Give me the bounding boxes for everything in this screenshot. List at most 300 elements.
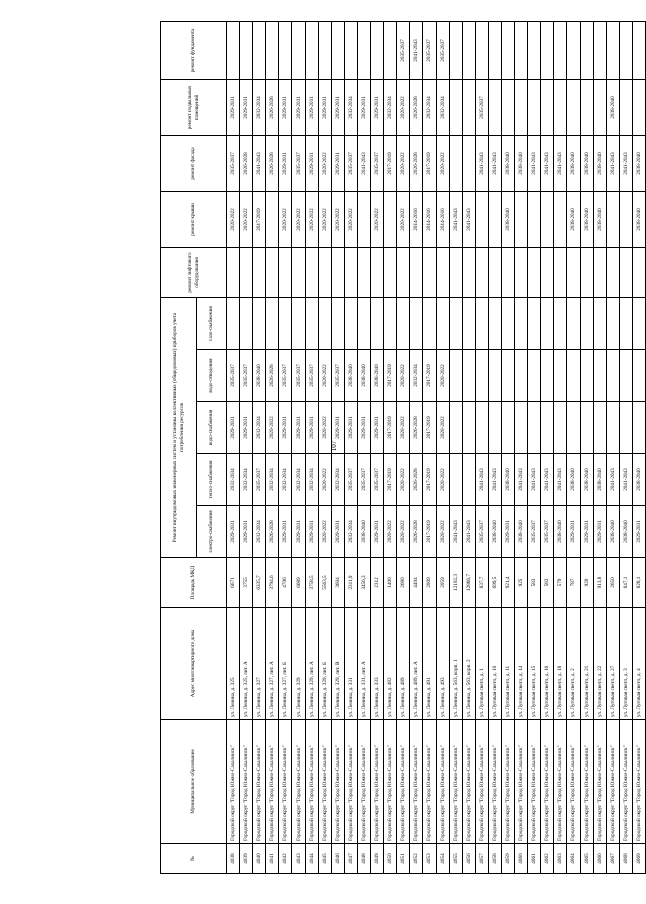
cell-lift	[423, 247, 436, 297]
cell-heat	[449, 454, 462, 506]
cell-drain: 2032-2034	[410, 350, 423, 402]
cell-num: 4059	[501, 844, 514, 874]
cell-water: 2020-2022	[266, 402, 279, 454]
cell-roof: 2017-2019	[253, 191, 266, 247]
cell-area: 6671	[227, 558, 240, 608]
cell-water	[515, 402, 528, 454]
cell-address: ул. Луговая светл, д. 14	[515, 608, 528, 720]
table-row	[449, 21, 462, 873]
cell-municipality: Городской округ "Город Южно-Сахалинск"	[501, 720, 514, 844]
cell-lift	[619, 247, 632, 297]
cell-basement	[567, 79, 580, 135]
cell-heat: 2017-2019	[384, 454, 397, 506]
cell-water	[541, 402, 554, 454]
header-roof: ремонт крыши	[161, 191, 227, 247]
cell-water: 2029-2031	[279, 402, 292, 454]
cell-facade: 2026-2028	[266, 135, 279, 191]
cell-gas	[371, 297, 384, 349]
cell-num: 4044	[305, 844, 318, 874]
cell-num: 4067	[606, 844, 619, 874]
table-row	[554, 21, 567, 873]
cell-water	[632, 402, 645, 454]
cell-address: ул. Ленина, д. 327, лит. Б	[279, 608, 292, 720]
cell-address: ул. Луговая светл, д. 18	[554, 608, 567, 720]
cell-heat: 2041-2043	[515, 454, 528, 506]
cell-foundation	[606, 21, 619, 79]
header-drain: водо-отведения	[197, 350, 227, 402]
cell-gas	[344, 297, 357, 349]
cell-electro: 2029-2031	[331, 506, 344, 558]
cell-lift	[593, 247, 606, 297]
cell-address: ул. Ленина, д. 327	[253, 608, 266, 720]
cell-facade: 2029-2031	[279, 135, 292, 191]
cell-roof: 2020-2022	[397, 191, 410, 247]
cell-heat: 2032-2034	[305, 454, 318, 506]
cell-electro: 2029-2031	[227, 506, 240, 558]
cell-heat: 2035-2037	[344, 454, 357, 506]
table-row	[227, 21, 240, 873]
table-row	[371, 21, 384, 873]
cell-foundation: 2035-2037	[397, 21, 410, 79]
cell-area: 6335,7	[253, 558, 266, 608]
cell-area: 828,1	[632, 558, 645, 608]
cell-basement: 2029-2031	[371, 79, 384, 135]
cell-basement: 2020-2022	[397, 79, 410, 135]
cell-foundation	[567, 21, 580, 79]
cell-municipality: Городской округ "Город Южно-Сахалинск"	[344, 720, 357, 844]
cell-heat: 2032-2034	[240, 454, 253, 506]
cell-electro: 2020-2022	[318, 506, 331, 558]
cell-gas	[593, 297, 606, 349]
cell-electro: 2020-2022	[436, 506, 449, 558]
cell-num: 4045	[318, 844, 331, 874]
cell-heat: 2038-2040	[580, 454, 593, 506]
cell-num: 4061	[528, 844, 541, 874]
cell-area: 12102,3	[449, 558, 462, 608]
cell-electro: 2029-2031	[305, 506, 318, 558]
cell-roof: 2041-2043	[462, 191, 475, 247]
table-header	[161, 21, 227, 873]
cell-area: 3755	[240, 558, 253, 608]
table-row	[436, 21, 449, 873]
cell-facade: 2035-2037	[227, 135, 240, 191]
cell-facade: 2041-2043	[554, 135, 567, 191]
table-row	[397, 21, 410, 873]
cell-address: ул. Луговая светл, д. 27	[606, 608, 619, 720]
cell-foundation	[449, 21, 462, 79]
cell-basement	[580, 79, 593, 135]
cell-facade: 2038-2040	[580, 135, 593, 191]
cell-basement: 2032-2034	[423, 79, 436, 135]
cell-gas	[397, 297, 410, 349]
cell-heat: 2026-2028	[410, 454, 423, 506]
cell-gas	[501, 297, 514, 349]
cell-water: 2029-2031	[331, 402, 344, 454]
cell-area: 3604	[331, 558, 344, 608]
cell-drain	[541, 350, 554, 402]
cell-foundation	[240, 21, 253, 79]
cell-water	[528, 402, 541, 454]
cell-heat: 2035-2037	[357, 454, 370, 506]
cell-basement	[488, 79, 501, 135]
cell-gas	[318, 297, 331, 349]
cell-facade: 2038-2040	[515, 135, 528, 191]
table-row	[606, 21, 619, 873]
cell-heat: 2032-2034	[279, 454, 292, 506]
cell-gas	[528, 297, 541, 349]
cell-water: 2020-2022	[436, 402, 449, 454]
cell-foundation	[331, 21, 344, 79]
cell-num: 4056	[462, 844, 475, 874]
cell-basement: 2026-2028	[266, 79, 279, 135]
cell-facade	[462, 135, 475, 191]
cell-electro: 2038-2040	[515, 506, 528, 558]
cell-municipality: Городской округ "Город Южно-Сахалинск"	[331, 720, 344, 844]
cell-roof	[475, 191, 488, 247]
cell-foundation	[384, 21, 397, 79]
cell-address: ул. Луговая светл, д. 3	[619, 608, 632, 720]
cell-gas	[384, 297, 397, 349]
table-row	[266, 21, 279, 873]
cell-foundation	[488, 21, 501, 79]
cell-gas	[436, 297, 449, 349]
cell-municipality: Городской округ "Город Южно-Сахалинск"	[515, 720, 528, 844]
cell-lift	[305, 247, 318, 297]
cell-gas	[410, 297, 423, 349]
cell-address: ул. Ленина, д. 329, лит. В	[331, 608, 344, 720]
cell-address: ул. Ленина, д. 327, лит. А	[266, 608, 279, 720]
cell-foundation	[266, 21, 279, 79]
cell-drain: 2026-2028	[266, 350, 279, 402]
cell-electro: 2029-2031	[580, 506, 593, 558]
cell-drain: 2038-2040	[357, 350, 370, 402]
cell-heat: 2020-2022	[397, 454, 410, 506]
cell-gas	[554, 297, 567, 349]
cell-municipality: Городской округ "Город Южно-Сахалинск"	[593, 720, 606, 844]
cell-lift	[488, 247, 501, 297]
cell-municipality: Городской округ "Город Южно-Сахалинск"	[528, 720, 541, 844]
cell-address: ул. Ленина, д. 325	[227, 608, 240, 720]
cell-municipality: Городской округ "Город Южно-Сахалинск"	[423, 720, 436, 844]
cell-gas	[449, 297, 462, 349]
cell-foundation	[305, 21, 318, 79]
cell-foundation: 2035-2037	[423, 21, 436, 79]
cell-basement	[632, 79, 645, 135]
cell-municipality: Городской округ "Город Южно-Сахалинск"	[475, 720, 488, 844]
cell-foundation	[501, 21, 514, 79]
cell-facade: 2026-2028	[410, 135, 423, 191]
cell-water: 2029-2031	[227, 402, 240, 454]
cell-lift	[279, 247, 292, 297]
cell-foundation	[253, 21, 266, 79]
cell-lift	[331, 247, 344, 297]
cell-basement	[593, 79, 606, 135]
cell-roof: 2020-2022	[331, 191, 344, 247]
cell-area: 583	[528, 558, 541, 608]
header-area: Площадь МКД	[161, 558, 227, 608]
cell-water: 2029-2031	[292, 402, 305, 454]
cell-drain: 2035-2037	[292, 350, 305, 402]
cell-lift	[541, 247, 554, 297]
cell-municipality: Городской округ "Город Южно-Сахалинск"	[384, 720, 397, 844]
cell-electro: 2029-2031	[240, 506, 253, 558]
cell-roof: 2038-2040	[567, 191, 580, 247]
cell-municipality: Городской округ "Город Южно-Сахалинск"	[619, 720, 632, 844]
cell-electro: 2038-2040	[619, 506, 632, 558]
cell-municipality: Городской округ "Город Южно-Сахалинск"	[318, 720, 331, 844]
cell-facade: 2041-2043	[606, 135, 619, 191]
cell-electro: 2029-2031	[279, 506, 292, 558]
cell-roof	[266, 191, 279, 247]
cell-foundation	[528, 21, 541, 79]
cell-gas	[462, 297, 475, 349]
cell-gas	[423, 297, 436, 349]
cell-facade: 2020-2022	[397, 135, 410, 191]
cell-gas	[541, 297, 554, 349]
cell-num: 4065	[580, 844, 593, 874]
cell-basement: 2032-2034	[384, 79, 397, 135]
cell-basement: 2029-2031	[227, 79, 240, 135]
table-row	[423, 21, 436, 873]
cell-water: 2029-2031	[357, 402, 370, 454]
cell-area: 4706	[279, 558, 292, 608]
cell-address: ул. Ленина, д. 329, лит. А	[305, 608, 318, 720]
cell-foundation	[318, 21, 331, 79]
cell-lift	[371, 247, 384, 297]
cell-lift	[567, 247, 580, 297]
cell-heat	[462, 454, 475, 506]
cell-num: 4052	[410, 844, 423, 874]
cell-basement	[515, 79, 528, 135]
cell-heat: 2041-2043	[606, 454, 619, 506]
cell-address: ул. Ленина, д. 489, лит. А	[410, 608, 423, 720]
cell-facade: 2035-2037	[292, 135, 305, 191]
cell-area: 837,7	[475, 558, 488, 608]
cell-facade: 2017-2019	[384, 135, 397, 191]
cell-lift	[357, 247, 370, 297]
cell-drain	[619, 350, 632, 402]
table-row	[567, 21, 580, 873]
cell-num: 4041	[266, 844, 279, 874]
cell-gas	[488, 297, 501, 349]
cell-municipality: Городской округ "Город Южно-Сахалинск"	[371, 720, 384, 844]
cell-num: 4050	[384, 844, 397, 874]
cell-facade: 2041-2043	[541, 135, 554, 191]
cell-heat: 2038-2040	[501, 454, 514, 506]
cell-lift	[462, 247, 475, 297]
cell-foundation: 2035-2037	[436, 21, 449, 79]
cell-drain	[501, 350, 514, 402]
cell-roof: 2038-2040	[501, 191, 514, 247]
cell-num: 4066	[593, 844, 606, 874]
header-num: №	[161, 844, 227, 874]
cell-electro: 2026-2028	[410, 506, 423, 558]
cell-foundation	[462, 21, 475, 79]
cell-basement: 2029-2031	[357, 79, 370, 135]
cell-address: ул. Ленина, д. 331, лит. А	[357, 608, 370, 720]
cell-electro: 2026-2028	[266, 506, 279, 558]
cell-gas	[331, 297, 344, 349]
cell-area: 3758,5	[305, 558, 318, 608]
cell-drain	[632, 350, 645, 402]
cell-water: 2020-2022	[397, 402, 410, 454]
cell-lift	[501, 247, 514, 297]
table-row	[305, 21, 318, 873]
cell-gas	[567, 297, 580, 349]
cell-heat: 2041-2043	[619, 454, 632, 506]
cell-num: 4069	[632, 844, 645, 874]
cell-drain: 2038-2040	[253, 350, 266, 402]
cell-water	[619, 402, 632, 454]
cell-area: 12886,7	[462, 558, 475, 608]
cell-municipality: Городской округ "Город Южно-Сахалинск"	[632, 720, 645, 844]
cell-area: 920	[580, 558, 593, 608]
cell-num: 4058	[488, 844, 501, 874]
cell-municipality: Городской округ "Город Южно-Сахалинск"	[292, 720, 305, 844]
cell-basement	[619, 79, 632, 135]
cell-foundation	[515, 21, 528, 79]
cell-municipality: Городской округ "Город Южно-Сахалинск"	[305, 720, 318, 844]
cell-lift	[436, 247, 449, 297]
cell-gas	[580, 297, 593, 349]
cell-address: ул. Луговая светл, д. 15	[528, 608, 541, 720]
cell-drain: 2035-2037	[331, 350, 344, 402]
cell-facade: 2038-2040	[567, 135, 580, 191]
cell-drain	[528, 350, 541, 402]
cell-foundation	[371, 21, 384, 79]
cell-lift	[449, 247, 462, 297]
cell-num: 4040	[253, 844, 266, 874]
cell-municipality: Городской округ "Город Южно-Сахалинск"	[410, 720, 423, 844]
cell-gas	[305, 297, 318, 349]
cell-electro: 2029-2031	[371, 506, 384, 558]
table-row	[475, 21, 488, 873]
cell-lift	[606, 247, 619, 297]
cell-heat: 2041-2043	[488, 454, 501, 506]
table-row	[593, 21, 606, 873]
cell-heat: 2032-2034	[266, 454, 279, 506]
cell-num: 4048	[357, 844, 370, 874]
cell-electro: 2035-2037	[475, 506, 488, 558]
cell-roof: 2014-2016	[436, 191, 449, 247]
cell-facade: 2041-2043	[475, 135, 488, 191]
cell-area: 2680	[397, 558, 410, 608]
cell-basement: 2038-2040	[606, 79, 619, 135]
header-foundation: ремонт фундамента	[161, 21, 227, 79]
cell-facade: 2041-2043	[357, 135, 370, 191]
cell-drain	[567, 350, 580, 402]
table-row	[384, 21, 397, 873]
cell-basement: 2029-2031	[292, 79, 305, 135]
cell-municipality: Городской округ "Город Южно-Сахалинск"	[436, 720, 449, 844]
cell-roof: 2038-2040	[580, 191, 593, 247]
cell-foundation	[292, 21, 305, 79]
cell-drain	[554, 350, 567, 402]
cell-facade: 2041-2043	[488, 135, 501, 191]
cell-num: 4053	[423, 844, 436, 874]
cell-heat: 2035-2037	[253, 454, 266, 506]
cell-heat: 2032-2034	[292, 454, 305, 506]
cell-facade: 2029-2031	[305, 135, 318, 191]
cell-gas	[292, 297, 305, 349]
cell-roof: 2038-2040	[632, 191, 645, 247]
cell-roof	[515, 191, 528, 247]
cell-lift	[292, 247, 305, 297]
cell-basement: 2026-2028	[410, 79, 423, 135]
cell-electro: 2035-2037	[541, 506, 554, 558]
cell-water	[449, 402, 462, 454]
repair-schedule-table	[160, 21, 646, 874]
table-row	[488, 21, 501, 873]
cell-lift	[227, 247, 240, 297]
cell-lift	[318, 247, 331, 297]
cell-foundation	[227, 21, 240, 79]
cell-roof: 2020-2022	[292, 191, 305, 247]
cell-heat: 2035-2037	[371, 454, 384, 506]
cell-address: ул. Ленина, д. 563, корп. 2	[462, 608, 475, 720]
table-body	[227, 21, 646, 873]
cell-num: 4046	[331, 844, 344, 874]
header-group-repair: Ремонт внутридомовых инженерных систем и установка коллективных (общедомовых) приборов учета потребления ресурсов	[161, 297, 197, 557]
table-row	[410, 21, 423, 873]
cell-area: 2311,9	[344, 558, 357, 608]
cell-address: ул. Ленина, д. 325, лит. А	[240, 608, 253, 720]
cell-area: 2009	[423, 558, 436, 608]
cell-roof	[619, 191, 632, 247]
cell-gas	[515, 297, 528, 349]
cell-drain: 2035-2037	[227, 350, 240, 402]
cell-facade	[449, 135, 462, 191]
cell-basement: 2029-2031	[305, 79, 318, 135]
cell-roof	[488, 191, 501, 247]
cell-num: 4055	[449, 844, 462, 874]
cell-address: ул. Луговая светл, д. 21	[580, 608, 593, 720]
cell-roof: 2020-2022	[371, 191, 384, 247]
cell-electro: 2029-2031	[632, 506, 645, 558]
rotated-page	[160, 22, 642, 874]
cell-municipality: Городской округ "Город Южно-Сахалинск"	[541, 720, 554, 844]
cell-gas	[632, 297, 645, 349]
header-water: водо-снабжения	[197, 402, 227, 454]
cell-municipality: Городской округ "Город Южно-Сахалинск"	[567, 720, 580, 844]
cell-address: ул. Луговая светл, д. 1	[475, 608, 488, 720]
cell-water: 2029-2031	[305, 402, 318, 454]
cell-heat: 2032-2034	[331, 454, 344, 506]
cell-foundation	[554, 21, 567, 79]
cell-gas	[227, 297, 240, 349]
cell-roof: 2038-2040	[593, 191, 606, 247]
cell-lift	[384, 247, 397, 297]
cell-water: 2017-2019	[423, 402, 436, 454]
cell-electro: 2038-2040	[606, 506, 619, 558]
cell-roof: 2041-2043	[449, 191, 462, 247]
cell-address: ул. Ленина, д. 329, лит. Б	[318, 608, 331, 720]
cell-lift	[475, 247, 488, 297]
table-row	[619, 21, 632, 873]
cell-foundation	[344, 21, 357, 79]
cell-municipality: Городской округ "Город Южно-Сахалинск"	[397, 720, 410, 844]
cell-address: ул. Ленина, д. 329	[292, 608, 305, 720]
cell-gas	[279, 297, 292, 349]
cell-num: 4068	[619, 844, 632, 874]
cell-foundation	[632, 21, 645, 79]
cell-water	[580, 402, 593, 454]
cell-gas	[619, 297, 632, 349]
cell-roof: 2014-2016	[423, 191, 436, 247]
cell-drain	[606, 350, 619, 402]
cell-address: ул. Луговая светл, д. 10	[488, 608, 501, 720]
cell-area: 913,8	[593, 558, 606, 608]
